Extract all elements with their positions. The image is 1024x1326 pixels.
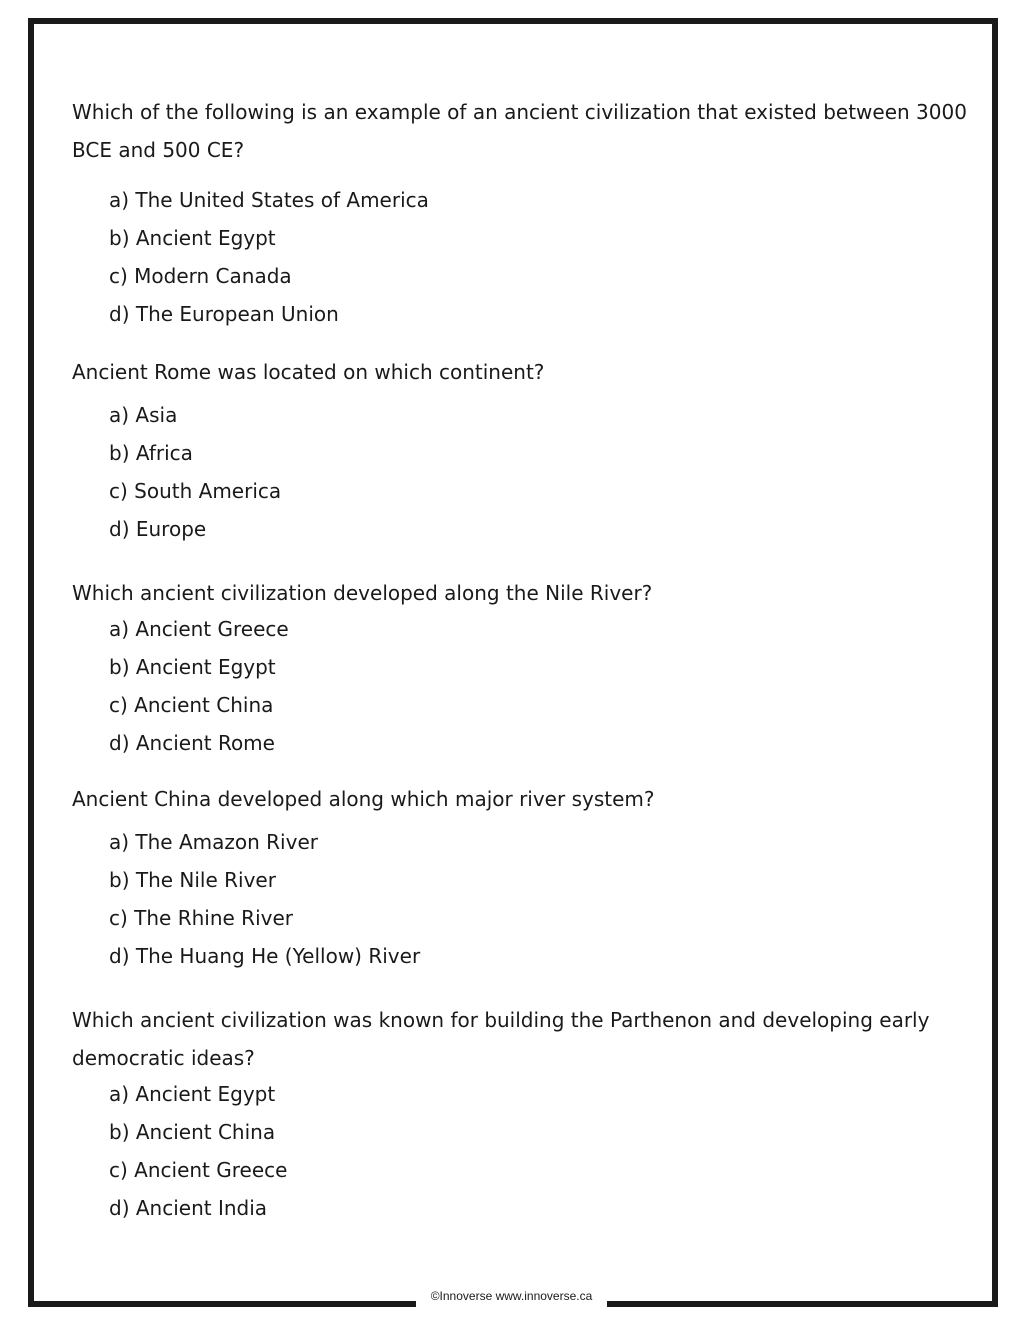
- option-list: [72, 823, 980, 975]
- question-1: [72, 93, 980, 333]
- footer-copyright: ©Innoverse www.innoverse.ca: [416, 1284, 607, 1308]
- option-d: d) Europe: [109, 517, 207, 541]
- option-b: b) Ancient Egypt: [109, 226, 276, 250]
- question-text: Which ancient civilization developed along the Nile River?: [72, 581, 653, 605]
- question-text: Ancient China developed along which major river system?: [72, 787, 655, 811]
- option-list: [72, 181, 980, 333]
- option-b: b) Africa: [109, 441, 193, 465]
- option-list: [72, 396, 980, 548]
- option-c: c) Modern Canada: [109, 264, 292, 288]
- option-c: c) The Rhine River: [109, 906, 293, 930]
- option-d: d) The European Union: [109, 302, 339, 326]
- option-a: a) The United States of America: [109, 188, 429, 212]
- option-b: b) The Nile River: [109, 868, 276, 892]
- option-c: c) Ancient Greece: [109, 1158, 288, 1182]
- option-b: b) Ancient China: [109, 1120, 276, 1144]
- option-a: a) Ancient Greece: [109, 617, 289, 641]
- option-a: a) Ancient Egypt: [109, 1082, 276, 1106]
- option-d: d) The Huang He (Yellow) River: [109, 944, 421, 968]
- page-border: [28, 18, 998, 1307]
- question-text: Which of the following is an example of an ancient civilization that existed between 3000 BCE and 500 CE?: [72, 100, 967, 162]
- option-a: a) The Amazon River: [109, 830, 318, 854]
- option-list: [72, 1075, 980, 1227]
- question-text: Ancient Rome was located on which continent?: [72, 360, 545, 384]
- option-a: a) Asia: [109, 403, 178, 427]
- question-4: [72, 780, 980, 975]
- option-b: b) Ancient Egypt: [109, 655, 276, 679]
- question-text: Which ancient civilization was known for building the Parthenon and developing early democratic ideas?: [72, 1008, 930, 1070]
- option-list: [72, 610, 980, 762]
- question-5: [72, 1001, 980, 1227]
- option-d: d) Ancient India: [109, 1196, 268, 1220]
- option-c: c) South America: [109, 479, 282, 503]
- option-c: c) Ancient China: [109, 693, 274, 717]
- question-3: [72, 574, 980, 762]
- option-d: d) Ancient Rome: [109, 731, 275, 755]
- question-2: [72, 353, 980, 548]
